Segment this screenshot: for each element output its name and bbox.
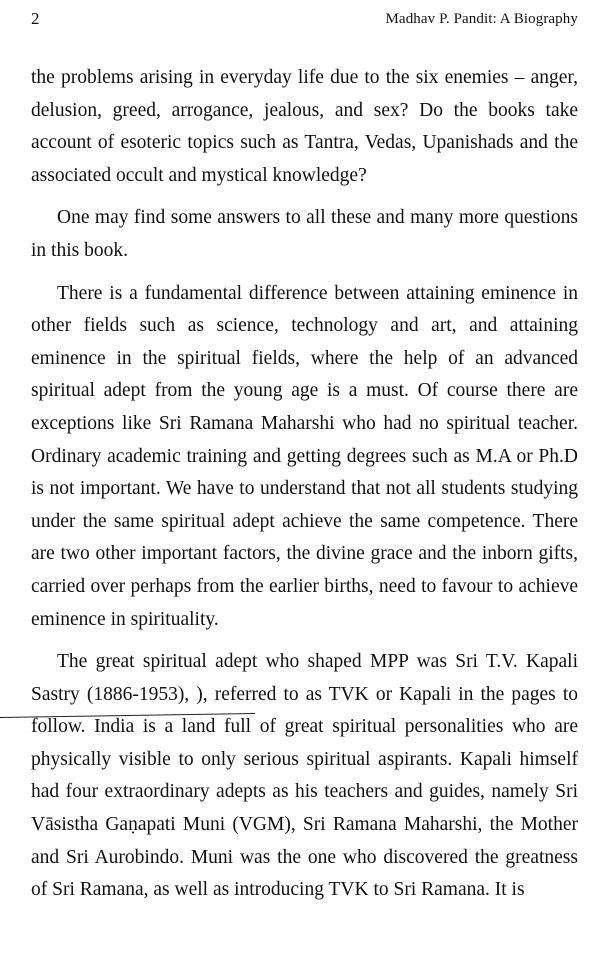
paragraph-2: One may find some answers to all these and many more questions in this book.: [31, 207, 578, 261]
paragraph-4: The great spiritual adept who shaped MPP was Sri T.V. Kapali Sastry (1886-1953), ), referred to as TVK or Kapali in the pages to follow. India is a land full of great spiritual personalities who are physically visible to only serious spiritual aspirants. Kapali himself had four extraordinary adepts as his teachers and guides, namely Sri Vāsistha Gaṇapati Muni (VGM), Sri Ramana Maharshi, the Mother and Sri Aurobindo. Muni was the one who discovered the greatness of Sri Ramana, as well as introducing TVK to Sri Ramana. It is: [31, 651, 578, 901]
running-title: Madhav P. Pandit: A Biography: [385, 11, 578, 27]
paragraph-1: the problems arising in everyday life due to the six enemies – anger, delusion, greed, arrogance, jealous, and sex? Do the books take account of esoteric topics such as Tantra, Vedas, Upanishads and the associated occult and mystical knowledge?: [31, 67, 578, 186]
body-text: [31, 62, 578, 907]
paragraph-3: There is a fundamental difference between attaining eminence in other fields such as science, technology and art, and attaining eminence in the spiritual fields, where the help of an advanced spiritual adept from the young age is a must. Of course there are exceptions like Sri Ramana Maharshi who had no spiritual teacher. Ordinary academic training and getting degrees such as M.A or Ph.D is not important. We have to understand that not all students studying under the same spiritual adept achieve the same competence. There are two other important factors, the divine grace and the inborn gifts, carried over perhaps from the earlier births, need to favour to achieve eminence in spirituality.: [31, 282, 578, 630]
page-number: 2: [31, 9, 40, 28]
